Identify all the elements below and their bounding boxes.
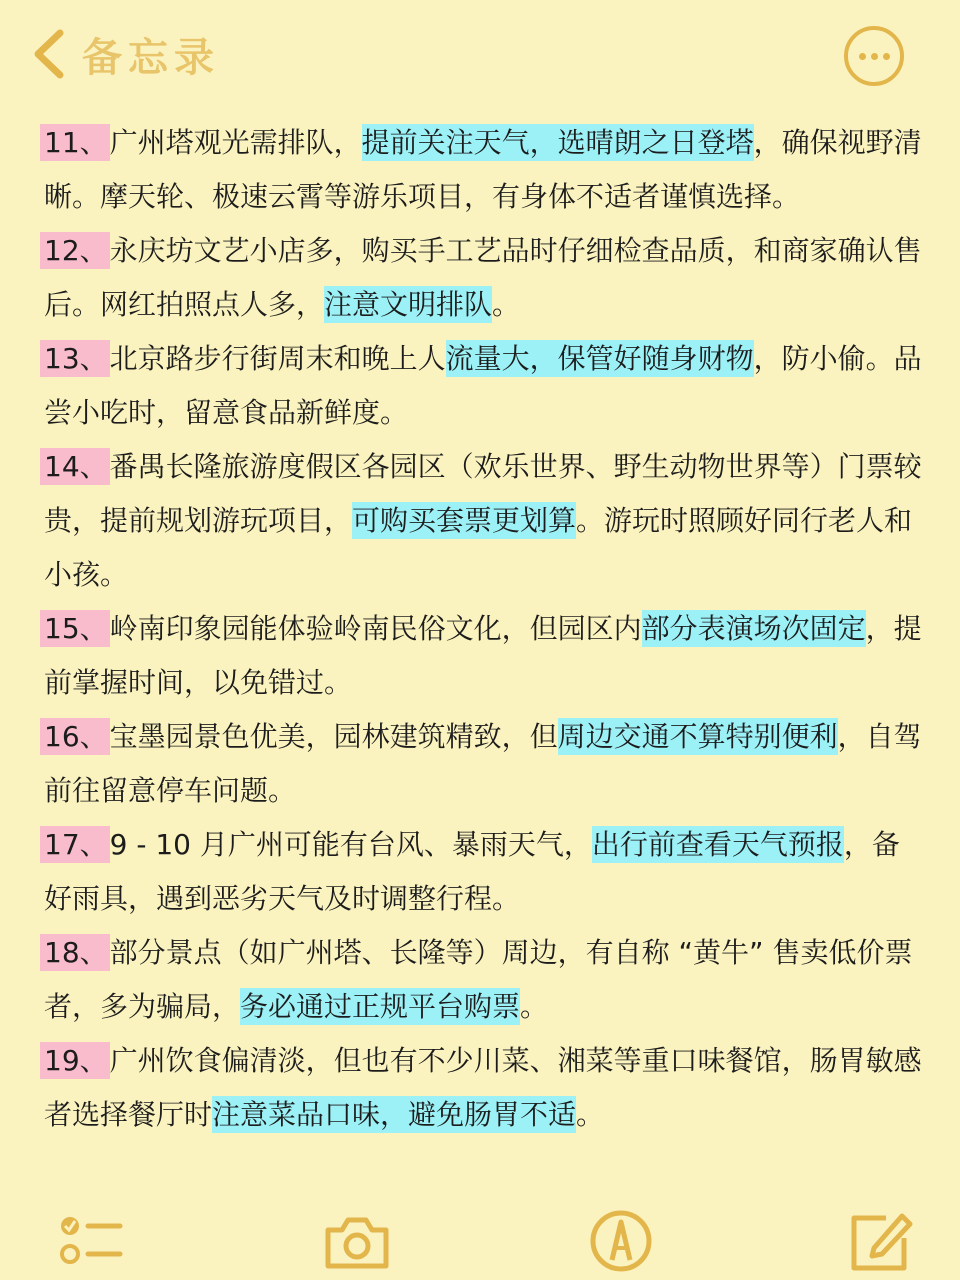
item-number: 15、 xyxy=(40,610,110,647)
item-highlight: 出行前查看天气预报 xyxy=(591,828,844,861)
item-text: ，提前掌握时间，以免错过。 xyxy=(44,612,922,699)
item-highlight: 周边交通不算特别便利 xyxy=(557,720,838,753)
note-item xyxy=(44,602,924,710)
chevron-left-icon xyxy=(30,27,68,81)
item-text: 。 xyxy=(520,990,549,1023)
note-item xyxy=(44,710,924,818)
item-text: ，防小偷。品尝小吃时，留意食品新鲜度。 xyxy=(44,342,922,429)
camera-button[interactable] xyxy=(322,1208,392,1274)
item-text: 番禺长隆旅游度假区各园区（欢乐世界、野生动物世界等）门票较贵，提前规划游玩项目， xyxy=(44,450,922,537)
item-text: 。 xyxy=(576,1098,605,1131)
item-number: 17、 xyxy=(40,826,110,863)
note-item xyxy=(44,1034,924,1142)
note-item xyxy=(44,224,924,332)
note-item xyxy=(44,440,924,602)
note-item xyxy=(44,818,924,926)
pen-button[interactable] xyxy=(586,1208,656,1274)
item-number: 12、 xyxy=(40,232,110,269)
item-text: 部分景点（如广州塔、长隆等）周边，有自称 “黄牛” 售卖低价票者，多为骗局， xyxy=(44,936,913,1023)
item-highlight: 部分表演场次固定 xyxy=(641,612,866,645)
note-item xyxy=(44,332,924,440)
bottom-toolbar xyxy=(0,1188,960,1280)
note-item xyxy=(44,926,924,1034)
top-bar xyxy=(0,0,960,110)
item-highlight: 可购买套票更划算 xyxy=(352,504,577,537)
item-number: 13、 xyxy=(40,340,110,377)
item-highlight: 注意文明排队 xyxy=(324,288,493,321)
item-text: ，确保视野清晰。摩天轮、极速云霄等游乐项目，有身体不适者谨慎选择。 xyxy=(44,126,922,213)
dot xyxy=(859,53,866,60)
dot xyxy=(871,53,878,60)
note-item xyxy=(44,116,924,224)
item-text: 永庆坊文艺小店多，购买手工艺品时仔细检查品质，和商家确认售后。网红拍照点人多， xyxy=(44,234,922,321)
item-number: 16、 xyxy=(40,718,110,755)
back-button[interactable] xyxy=(30,22,220,86)
item-number: 18、 xyxy=(40,934,110,971)
item-text: 宝墨园景色优美，园林建筑精致，但 xyxy=(109,720,558,753)
edit-icon xyxy=(846,1208,916,1274)
pen-icon xyxy=(586,1208,656,1274)
item-highlight: 提前关注天气，选晴朗之日登塔 xyxy=(361,126,754,159)
item-number: 14、 xyxy=(40,448,110,485)
camera-icon xyxy=(322,1208,392,1274)
item-highlight: 流量大，保管好随身财物 xyxy=(445,342,754,375)
item-text: 。 xyxy=(492,288,521,321)
dot xyxy=(883,53,890,60)
item-number: 19、 xyxy=(40,1042,110,1079)
item-text: 广州饮食偏清淡，但也有不少川菜、湘菜等重口味餐馆，肠胃敏感者选择餐厅时 xyxy=(44,1044,922,1131)
item-highlight: 务必通过正规平台购票 xyxy=(240,990,521,1023)
item-text: ，自驾前往留意停车问题。 xyxy=(44,720,922,807)
item-text: 岭南印象园能体验岭南民俗文化，但园区内 xyxy=(109,612,642,645)
more-button[interactable] xyxy=(844,26,904,86)
note-body[interactable] xyxy=(44,116,924,1142)
item-text: 广州塔观光需排队， xyxy=(109,126,362,159)
item-highlight: 注意菜品口味，避免肠胃不适 xyxy=(212,1098,577,1131)
checklist-button[interactable] xyxy=(56,1208,126,1274)
item-text: ，备好雨具，遇到恶劣天气及时调整行程。 xyxy=(44,828,900,915)
item-number: 11、 xyxy=(40,124,110,161)
item-text: 9 - 10 月广州可能有台风、暴雨天气， xyxy=(109,828,592,861)
checklist-icon xyxy=(56,1208,126,1274)
item-text: 。游玩时照顾好同行老人和小孩。 xyxy=(44,504,913,591)
compose-button[interactable] xyxy=(846,1208,916,1274)
item-text: 北京路步行街周末和晚上人 xyxy=(109,342,446,375)
page-title: 备忘录 xyxy=(82,34,220,81)
